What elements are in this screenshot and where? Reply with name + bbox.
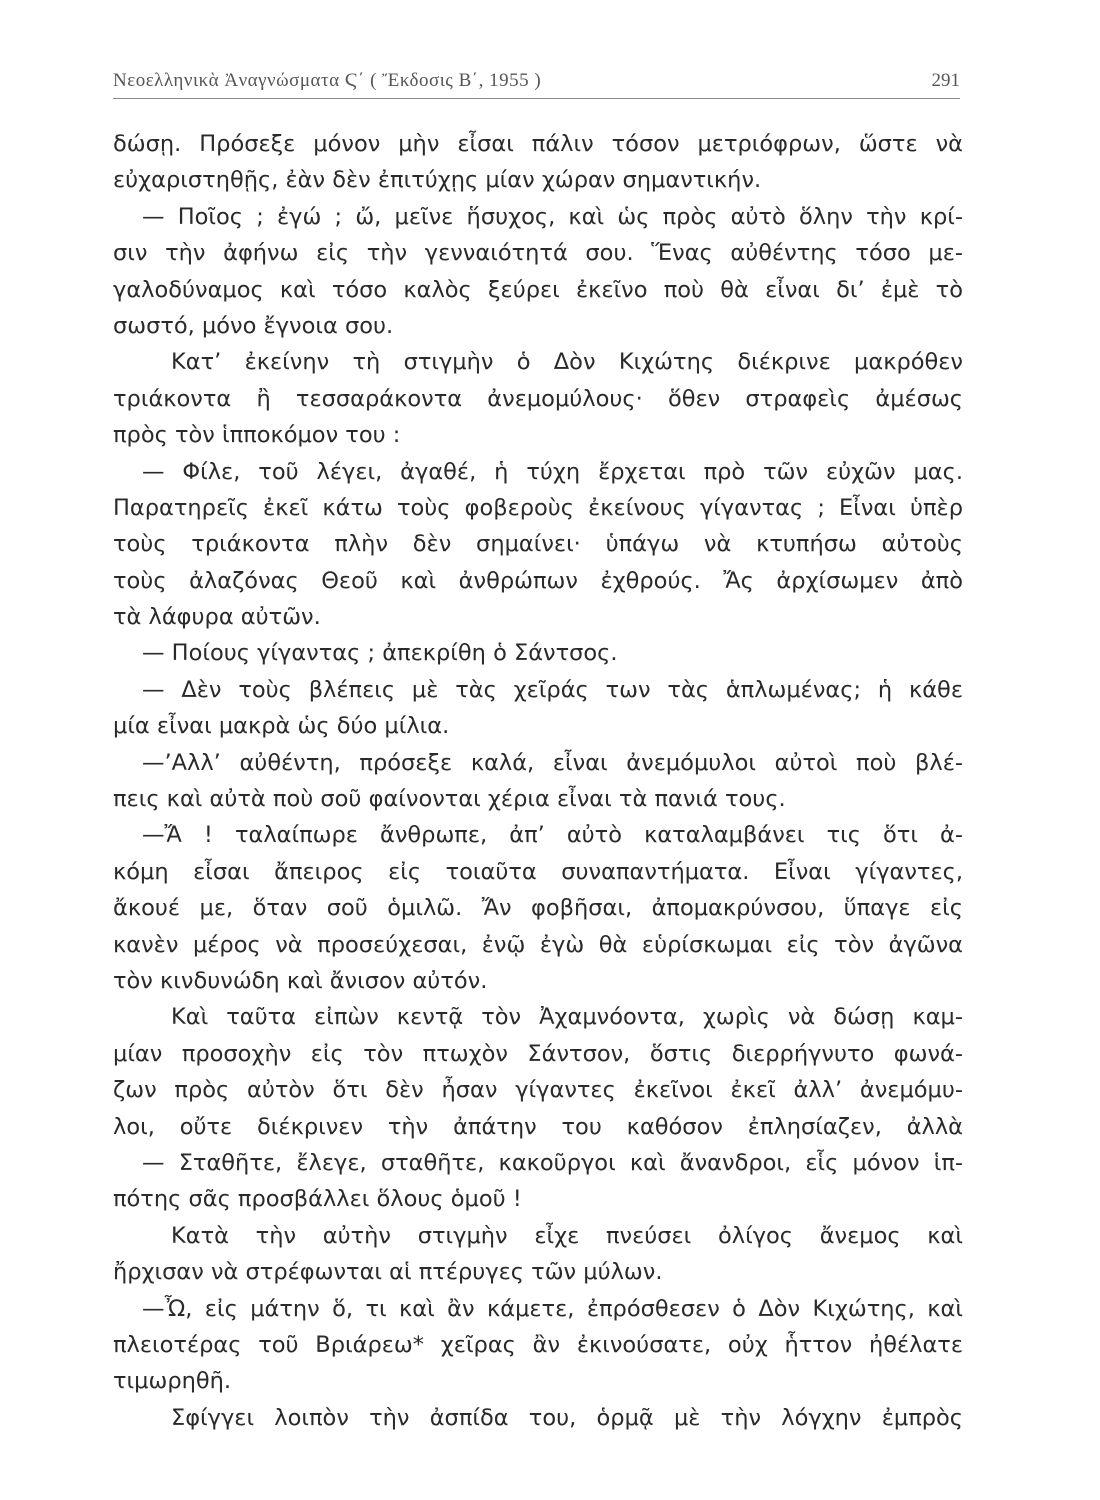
text-line: Καὶ ταῦτα εἰπὼν κεντᾷ τὸν Ἀχαμνόοντα, χωρὶς νὰ δώσῃ καμ-	[171, 1004, 963, 1031]
text-line: Κατ’ ἐκείνην τὴ στιγμὴν ὁ Δὸν Κιχώτης διέκρινε μακρόθεν	[171, 349, 963, 376]
page-number: 291	[931, 70, 960, 91]
text-line: —Ὦ, εἰς μάτην ὅ, τι καὶ ἂν κάμετε, ἐπρόσθεσεν ὁ Δὸν Κιχώτης, καὶ	[142, 1295, 963, 1322]
text-line: γαλοδύναμος καὶ τόσο καλὸς ξεύρει ἐκεῖνο ποὺ θὰ εἶναι δι’ ἐμὲ τὸ	[113, 276, 963, 303]
text-line: πλειοτέρας τοῦ Βριάρεω* χεῖρας ἂν ἐκινούσατε, οὐχ ἧττον ἠθέλατε	[113, 1331, 963, 1358]
text-line: κανὲν μέρος νὰ προσεύχεσαι, ἐνῷ ἐγὼ θὰ εὑρίσκωμαι εἰς τὸν ἀγῶνα	[113, 931, 963, 958]
text-line: τὰ λάφυρα αὐτῶν.	[113, 604, 321, 631]
text-line: τοὺς τριάκοντα πλὴν δὲν σημαίνει· ὑπάγω νὰ κτυπήσω αὐτοὺς	[113, 531, 963, 558]
header-title: Νεοελληνικὰ Ἀναγνώσματα Ϛ΄ ( Ἔκδοσις Β΄, 1955 )	[113, 70, 542, 91]
text-line: κόμη εἶσαι ἄπειρος εἰς τοιαῦτα συναπαντήματα. Εἶναι γίγαντες,	[113, 858, 963, 885]
running-header	[113, 66, 960, 99]
text-line: — Φίλε, τοῦ λέγει, ἀγαθέ, ἡ τύχη ἔρχεται πρὸ τῶν εὐχῶν μας.	[142, 458, 963, 485]
text-line: σιν τὴν ἀφήνω εἰς τὴν γενναιότητά σου. Ἕνας αὐθέντης τόσο με-	[113, 240, 963, 267]
text-line: ἄκουέ με, ὅταν σοῦ ὁμιλῶ. Ἄν φοβῆσαι, ἀπομακρύνσου, ὕπαγε εἰς	[113, 895, 963, 922]
text-line: τριάκοντα ἢ τεσσαράκοντα ἀνεμομύλους· ὅθεν στραφεὶς ἀμέσως	[113, 385, 963, 412]
text-line: εὐχαριστηθῇς, ἐὰν δὲν ἐπιτύχῃς μίαν χώραν σημαντικήν.	[113, 167, 762, 194]
text-line: — Ποίους γίγαντας ; ἀπεκρίθη ὁ Σάντσος.	[142, 640, 618, 667]
text-line: —Ἄ ! ταλαίπωρε ἄνθρωπε, ἀπ’ αὐτὸ καταλαμβάνει τις ὅτι ἀ-	[142, 822, 963, 849]
text-line: τιμωρηθῆ.	[113, 1368, 232, 1395]
body-text	[113, 126, 963, 1436]
text-line: δώσῃ. Πρόσεξε μόνον μὴν εἶσαι πάλιν τόσον μετριόφρων, ὥστε νὰ	[113, 131, 963, 157]
text-line: Κατὰ τὴν αὐτὴν στιγμὴν εἶχε πνεύσει ὀλίγος ἄνεμος καὶ	[171, 1222, 963, 1249]
text-line: μίαν προσοχὴν εἰς τὸν πτωχὸν Σάντσον, ὅστις διερρήγνυτο φωνά-	[113, 1040, 963, 1067]
text-line: —’Αλλ’ αὐθέντη, πρόσεξε καλά, εἶναι ἀνεμόμυλοι αὐτοὶ ποὺ βλέ-	[142, 749, 963, 776]
text-line: πεις καὶ αὐτὰ ποὺ σοῦ φαίνονται χέρια εἶναι τὰ πανιά τους.	[113, 786, 786, 813]
text-line: Παρατηρεῖς ἐκεῖ κάτω τοὺς φοβεροὺς ἐκείνους γίγαντας ; Εἶναι ὑπὲρ	[113, 494, 963, 521]
text-line: πότης σᾶς προσβάλλει ὅλους ὁμοῦ !	[113, 1186, 522, 1213]
text-line: μία εἶναι μακρὰ ὡς δύο μίλια.	[113, 713, 450, 740]
text-line: σωστό, μόνο ἔγνοια σου.	[113, 312, 394, 339]
text-line: ζων πρὸς αὐτὸν ὅτι δὲν ἦσαν γίγαντες ἐκεῖνοι ἐκεῖ ἀλλ’ ἀνεμόμυ-	[113, 1077, 963, 1104]
text-line: — Σταθῆτε, ἔλεγε, σταθῆτε, κακοῦργοι καὶ ἄνανδροι, εἷς μόνον ἱπ-	[142, 1149, 963, 1176]
text-line: τὸν κινδυνώδη καὶ ἄνισον αὐτόν.	[113, 967, 488, 994]
text-line: πρὸς τὸν ἱπποκόμον του :	[113, 422, 401, 449]
text-line: ἤρχισαν νὰ στρέφωνται αἱ πτέρυγες τῶν μύλων.	[113, 1259, 663, 1286]
text-line: τοὺς ἀλαζόνας Θεοῦ καὶ ἀνθρώπων ἐχθρούς. Ἄς ἀρχίσωμεν ἀπὸ	[113, 567, 963, 594]
text-line: — Δὲν τοὺς βλέπεις μὲ τὰς χεῖράς των τὰς ἁπλωμένας; ἡ κάθε	[142, 676, 963, 703]
text-line: — Ποῖος ; ἐγώ ; ὤ, μεῖνε ἥσυχος, καὶ ὡς πρὸς αὐτὸ ὅλην τὴν κρί-	[142, 203, 963, 230]
text-line: λοι, οὔτε διέκρινεν τὴν ἀπάτην του καθόσον ἐπλησίαζεν, ἀλλὰ	[113, 1113, 963, 1140]
text-line: Σφίγγει λοιπὸν τὴν ἀσπίδα του, ὁρμᾷ μὲ τὴν λόγχην ἐμπρὸς	[171, 1404, 963, 1431]
